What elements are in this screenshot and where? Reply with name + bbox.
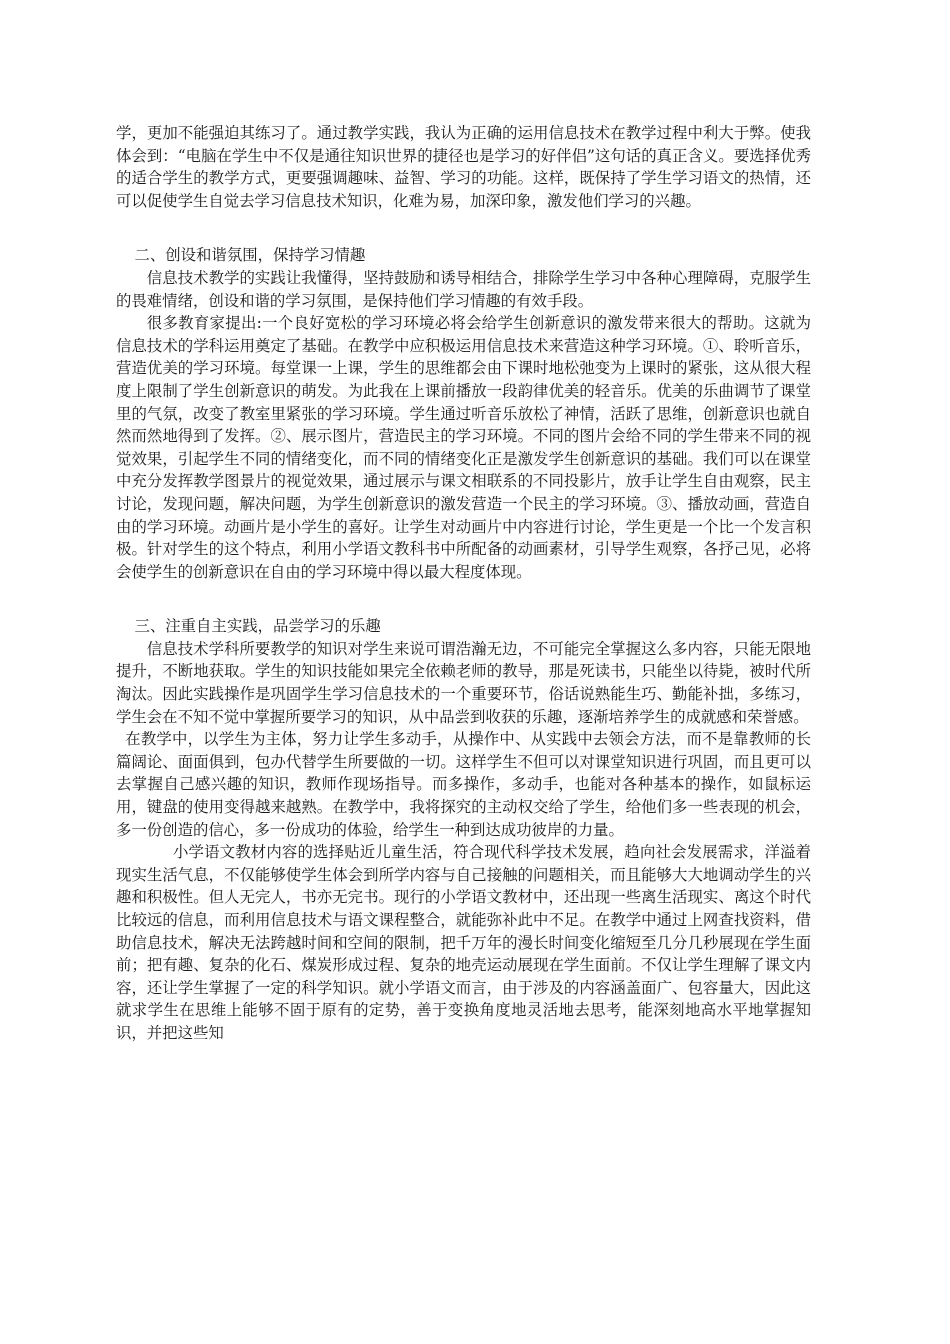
document-page [116, 122, 811, 1045]
section-2-paragraph-1: 信息技术教学的实践让我懂得，坚持鼓励和诱导相结合，排除学生学习中各种心理障碍，克服学生的畏难情绪，创设和谐的学习氛围，是保持他们学习情趣的有效手段。 [116, 268, 811, 310]
intro-paragraph: 学，更加不能强迫其练习了。通过教学实践，我认为正确的运用信息技术在教学过程中利大于弊。使我体会到：“电脑在学生中不仅是通往知识世界的捷径也是学习的好伴侣”这句话的真正含义。要选择优秀的适合学生的教学方式，更要强调趣味、益智、学习的功能。这样，既保持了学生学习语文的热情，还可以促使学生自觉去学习信息技术知识，化难为易，加深印象，激发他们学习的兴趣。 [116, 124, 811, 210]
section-3-paragraph-1: 信息技术学科所要教学的知识对学生来说可谓浩瀚无边，不可能完全掌握这么多内容，只能无限地提升，不断地获取。学生的知识技能如果完全依赖老师的教导，那是死读书，只能坐以待毙，被时代所淘汰。因此实践操作是巩固学生学习信息技术的一个重要环节，俗话说熟能生巧、勤能补拙，多练习，学生会在不知不觉中掌握所要学习的知识，从中品尝到收获的乐趣，逐渐培养学生的成就感和荣誉感。 [116, 639, 811, 726]
section-spacer [116, 583, 811, 615]
section-3-paragraph-2: 在教学中，以学生为主体，努力让学生多动手，从操作中、从实践中去领会方法，而不是靠教师的长篇阔论、面面俱到，包办代替学生所要做的一切。这样学生不但可以对课堂知识进行巩固，而且更可以去掌握自己感兴趣的知识，教师作现场指导。而多操作，多动手，也能对各种基本的操作，如鼠标运用，键盘的使用变得越来越熟。在教学中，我将探究的主动权交给了学生，给他们多一些表现的机会，多一份创造的信心，多一份成功的体验，给学生一种到达成功彼岸的力量。 [116, 730, 811, 839]
section-2-paragraph-2: 很多教育家提出:一个良好宽松的学习环境必将会给学生创新意识的激发带来很大的帮助。这就为信息技术的学科运用奠定了基础。在教学中应积极运用信息技术来营造这种学习环境。①、聆听音乐，营造优美的学习环境。每堂课一上课，学生的思维都会由下课时地松弛变为上课时的紧张，这从很大程度上限制了学生创新意识的萌发。为此我在上课前播放一段韵律优美的轻音乐。优美的乐曲调节了课堂里的气氛，改变了教室里紧张的学习环境。学生通过听音乐放松了神情，活跃了思维，创新意识也就自然而然地得到了发挥。②、展示图片，营造民主的学习环境。不同的图片会给不同的学生带来不同的视觉效果，引起学生不同的情绪变化，而不同的情绪变化正是激发学生创新意识的基础。我们可以在课堂中充分发挥教学图景片的视觉效果，通过展示与课文相联系的不同投影片，放手让学生自由观察，民主讨论，发现问题，解决问题，为学生创新意识的激发营造一个民主的学习环境。③、播放动画，营造自由的学习环境。动画片是小学生的喜好。让学生对动画片中内容进行讨论，学生更是一个比一个发言积极。针对学生的这个特点，利用小学语文教科书中所配备的动画素材，引导学生观察，各抒己见，必将会使学生的创新意识在自由的学习环境中得以最大程度体现。 [116, 314, 811, 581]
section-3-heading: 三、注重自主实践，品尝学习的乐趣 [134, 617, 381, 636]
section-3-paragraph-3: 小学语文教材内容的选择贴近儿童生活，符合现代科学技术发展，趋向社会发展需求，洋溢着现实生活气息，不仅能够使学生体会到所学内容与自己接触的问题相关，而且能够大大地调动学生的兴趣和积极性。但人无完人，书亦无完书。现行的小学语文教材中，还出现一些离生活现实、离这个时代比较远的信息，而利用信息技术与语文课程整合，就能弥补此中不足。在教学中通过上网查找资料，借助信息技术，解决无法跨越时间和空间的限制，把千万年的漫长时间变化缩短至几分几秒展现在学生面前；把有趣、复杂的化石、煤炭形成过程、复杂的地壳运动展现在学生面前。不仅让学生理解了课文内容，还让学生掌握了一定的科学知识。就小学语文而言，由于涉及的内容涵盖面广、包容量大，因此这就求学生在思维上能够不固于原有的定势，善于变换角度地灵活地去思考，能深刻地高水平地掌握知识，并把这些知 [116, 843, 811, 1042]
section-2-heading: 二、创设和谐氛围，保持学习情趣 [134, 246, 366, 265]
section-spacer [116, 212, 811, 244]
